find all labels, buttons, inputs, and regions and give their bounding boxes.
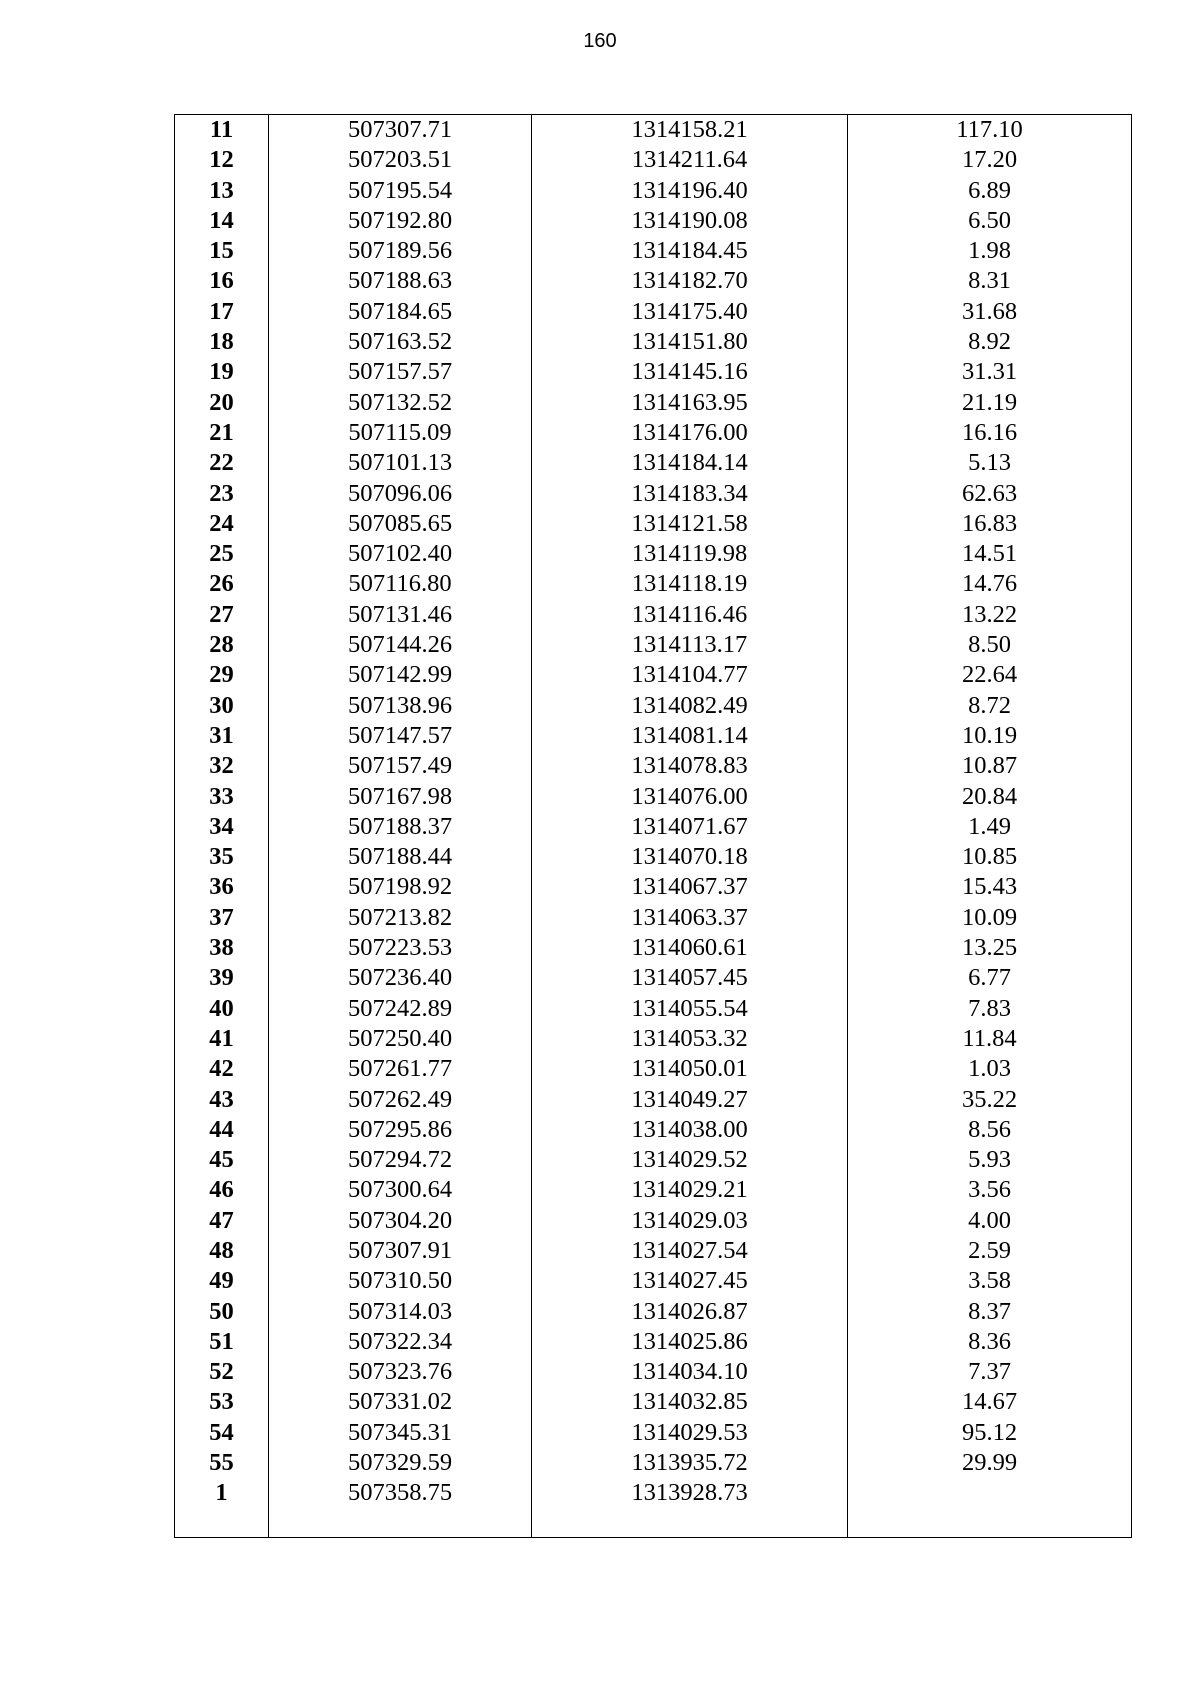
table-row bbox=[175, 1024, 1132, 1054]
x-coordinate-cell: 507096.06 bbox=[269, 479, 532, 509]
segment-length-cell: 4.00 bbox=[848, 1206, 1132, 1236]
segment-length-cell: 29.99 bbox=[848, 1448, 1132, 1478]
table-row bbox=[175, 600, 1132, 630]
x-coordinate-cell: 507188.63 bbox=[269, 266, 532, 296]
x-coordinate-cell: 507144.26 bbox=[269, 630, 532, 660]
segment-length-cell: 7.37 bbox=[848, 1357, 1132, 1387]
point-number-cell: 32 bbox=[175, 751, 269, 781]
segment-length-cell: 14.76 bbox=[848, 569, 1132, 599]
segment-length-cell: 5.13 bbox=[848, 448, 1132, 478]
point-number-cell: 17 bbox=[175, 297, 269, 327]
y-coordinate-cell: 1314076.00 bbox=[532, 782, 848, 812]
x-coordinate-cell: 507262.49 bbox=[269, 1085, 532, 1115]
y-coordinate-cell: 1314070.18 bbox=[532, 842, 848, 872]
y-coordinate-cell: 1314119.98 bbox=[532, 539, 848, 569]
segment-length-cell: 1.49 bbox=[848, 812, 1132, 842]
y-coordinate-cell: 1314053.32 bbox=[532, 1024, 848, 1054]
segment-length-cell: 95.12 bbox=[848, 1418, 1132, 1448]
x-coordinate-cell: 507304.20 bbox=[269, 1206, 532, 1236]
table-row bbox=[175, 297, 1132, 327]
x-coordinate-cell: 507195.54 bbox=[269, 176, 532, 206]
y-coordinate-cell: 1314060.61 bbox=[532, 933, 848, 963]
point-number-cell: 53 bbox=[175, 1387, 269, 1417]
segment-length-cell: 6.50 bbox=[848, 206, 1132, 236]
table-row bbox=[175, 842, 1132, 872]
x-coordinate-cell: 507322.34 bbox=[269, 1327, 532, 1357]
y-coordinate-cell: 1314121.58 bbox=[532, 509, 848, 539]
table-row bbox=[175, 1387, 1132, 1417]
point-number-cell: 43 bbox=[175, 1085, 269, 1115]
point-number-cell: 48 bbox=[175, 1236, 269, 1266]
segment-length-cell: 11.84 bbox=[848, 1024, 1132, 1054]
table-row bbox=[175, 1145, 1132, 1175]
y-coordinate-cell: 1314163.95 bbox=[532, 388, 848, 418]
segment-length-cell: 10.09 bbox=[848, 903, 1132, 933]
x-coordinate-cell: 507192.80 bbox=[269, 206, 532, 236]
table-row bbox=[175, 145, 1132, 175]
y-coordinate-cell: 1314196.40 bbox=[532, 176, 848, 206]
y-coordinate-cell: 1314055.54 bbox=[532, 994, 848, 1024]
x-coordinate-cell: 507223.53 bbox=[269, 933, 532, 963]
segment-length-cell: 3.58 bbox=[848, 1266, 1132, 1296]
segment-length-cell: 35.22 bbox=[848, 1085, 1132, 1115]
y-coordinate-cell: 1313928.73 bbox=[532, 1478, 848, 1508]
point-number-cell: 54 bbox=[175, 1418, 269, 1448]
table-row bbox=[175, 1357, 1132, 1387]
y-coordinate-cell: 1314027.54 bbox=[532, 1236, 848, 1266]
x-coordinate-cell: 507138.96 bbox=[269, 691, 532, 721]
point-number-cell: 55 bbox=[175, 1448, 269, 1478]
point-number-cell: 39 bbox=[175, 963, 269, 993]
point-number-cell: 40 bbox=[175, 994, 269, 1024]
y-coordinate-cell: 1314184.14 bbox=[532, 448, 848, 478]
spacer-cell bbox=[532, 1509, 848, 1538]
segment-length-cell: 8.72 bbox=[848, 691, 1132, 721]
segment-length-cell: 117.10 bbox=[848, 115, 1132, 146]
segment-length-cell: 8.50 bbox=[848, 630, 1132, 660]
table-row bbox=[175, 1175, 1132, 1205]
table-row bbox=[175, 418, 1132, 448]
y-coordinate-cell: 1314067.37 bbox=[532, 872, 848, 902]
table-row bbox=[175, 327, 1132, 357]
table-row bbox=[175, 1448, 1132, 1478]
y-coordinate-cell: 1314211.64 bbox=[532, 145, 848, 175]
point-number-cell: 16 bbox=[175, 266, 269, 296]
table-row bbox=[175, 539, 1132, 569]
spacer-cell bbox=[848, 1509, 1132, 1538]
y-coordinate-cell: 1314182.70 bbox=[532, 266, 848, 296]
point-number-cell: 38 bbox=[175, 933, 269, 963]
y-coordinate-cell: 1314029.21 bbox=[532, 1175, 848, 1205]
x-coordinate-cell: 507323.76 bbox=[269, 1357, 532, 1387]
table-row bbox=[175, 1206, 1132, 1236]
point-number-cell: 26 bbox=[175, 569, 269, 599]
table-row bbox=[175, 1266, 1132, 1296]
x-coordinate-cell: 507203.51 bbox=[269, 145, 532, 175]
point-number-cell: 25 bbox=[175, 539, 269, 569]
segment-length-cell: 6.89 bbox=[848, 176, 1132, 206]
segment-length-cell: 13.22 bbox=[848, 600, 1132, 630]
table-row bbox=[175, 963, 1132, 993]
x-coordinate-cell: 507188.44 bbox=[269, 842, 532, 872]
segment-length-cell bbox=[848, 1478, 1132, 1508]
point-number-cell: 35 bbox=[175, 842, 269, 872]
table-row bbox=[175, 903, 1132, 933]
x-coordinate-cell: 507236.40 bbox=[269, 963, 532, 993]
segment-length-cell: 1.98 bbox=[848, 236, 1132, 266]
x-coordinate-cell: 507261.77 bbox=[269, 1054, 532, 1084]
coordinates-table-body bbox=[175, 115, 1132, 1538]
x-coordinate-cell: 507157.49 bbox=[269, 751, 532, 781]
point-number-cell: 46 bbox=[175, 1175, 269, 1205]
y-coordinate-cell: 1314034.10 bbox=[532, 1357, 848, 1387]
segment-length-cell: 8.56 bbox=[848, 1115, 1132, 1145]
y-coordinate-cell: 1314029.52 bbox=[532, 1145, 848, 1175]
table-row bbox=[175, 1327, 1132, 1357]
x-coordinate-cell: 507358.75 bbox=[269, 1478, 532, 1508]
y-coordinate-cell: 1314078.83 bbox=[532, 751, 848, 781]
table-row bbox=[175, 448, 1132, 478]
x-coordinate-cell: 507307.91 bbox=[269, 1236, 532, 1266]
x-coordinate-cell: 507242.89 bbox=[269, 994, 532, 1024]
table-row bbox=[175, 1054, 1132, 1084]
x-coordinate-cell: 507329.59 bbox=[269, 1448, 532, 1478]
point-number-cell: 31 bbox=[175, 721, 269, 751]
table-row bbox=[175, 1297, 1132, 1327]
point-number-cell: 13 bbox=[175, 176, 269, 206]
y-coordinate-cell: 1314183.34 bbox=[532, 479, 848, 509]
table-row bbox=[175, 479, 1132, 509]
segment-length-cell: 1.03 bbox=[848, 1054, 1132, 1084]
segment-length-cell: 6.77 bbox=[848, 963, 1132, 993]
segment-length-cell: 21.19 bbox=[848, 388, 1132, 418]
y-coordinate-cell: 1314175.40 bbox=[532, 297, 848, 327]
table-row bbox=[175, 206, 1132, 236]
table-row bbox=[175, 933, 1132, 963]
y-coordinate-cell: 1314038.00 bbox=[532, 1115, 848, 1145]
x-coordinate-cell: 507157.57 bbox=[269, 357, 532, 387]
point-number-cell: 24 bbox=[175, 509, 269, 539]
segment-length-cell: 13.25 bbox=[848, 933, 1132, 963]
table-row bbox=[175, 1418, 1132, 1448]
y-coordinate-cell: 1314081.14 bbox=[532, 721, 848, 751]
y-coordinate-cell: 1314050.01 bbox=[532, 1054, 848, 1084]
y-coordinate-cell: 1314025.86 bbox=[532, 1327, 848, 1357]
segment-length-cell: 5.93 bbox=[848, 1145, 1132, 1175]
point-number-cell: 33 bbox=[175, 782, 269, 812]
x-coordinate-cell: 507163.52 bbox=[269, 327, 532, 357]
y-coordinate-cell: 1314027.45 bbox=[532, 1266, 848, 1296]
point-number-cell: 37 bbox=[175, 903, 269, 933]
y-coordinate-cell: 1314057.45 bbox=[532, 963, 848, 993]
x-coordinate-cell: 507101.13 bbox=[269, 448, 532, 478]
spacer-cell bbox=[269, 1509, 532, 1538]
point-number-cell: 47 bbox=[175, 1206, 269, 1236]
x-coordinate-cell: 507115.09 bbox=[269, 418, 532, 448]
point-number-cell: 20 bbox=[175, 388, 269, 418]
segment-length-cell: 16.16 bbox=[848, 418, 1132, 448]
x-coordinate-cell: 507310.50 bbox=[269, 1266, 532, 1296]
y-coordinate-cell: 1314104.77 bbox=[532, 660, 848, 690]
table-row bbox=[175, 1115, 1132, 1145]
point-number-cell: 36 bbox=[175, 872, 269, 902]
y-coordinate-cell: 1314071.67 bbox=[532, 812, 848, 842]
segment-length-cell: 8.92 bbox=[848, 327, 1132, 357]
segment-length-cell: 10.87 bbox=[848, 751, 1132, 781]
segment-length-cell: 62.63 bbox=[848, 479, 1132, 509]
y-coordinate-cell: 1314063.37 bbox=[532, 903, 848, 933]
table-row bbox=[175, 782, 1132, 812]
point-number-cell: 22 bbox=[175, 448, 269, 478]
table-bottom-spacer bbox=[175, 1509, 1132, 1538]
y-coordinate-cell: 1314049.27 bbox=[532, 1085, 848, 1115]
segment-length-cell: 17.20 bbox=[848, 145, 1132, 175]
y-coordinate-cell: 1313935.72 bbox=[532, 1448, 848, 1478]
spacer-cell bbox=[175, 1509, 269, 1538]
x-coordinate-cell: 507132.52 bbox=[269, 388, 532, 418]
y-coordinate-cell: 1314176.00 bbox=[532, 418, 848, 448]
y-coordinate-cell: 1314158.21 bbox=[532, 115, 848, 146]
x-coordinate-cell: 507198.92 bbox=[269, 872, 532, 902]
table-row bbox=[175, 751, 1132, 781]
table-row bbox=[175, 660, 1132, 690]
point-number-cell: 45 bbox=[175, 1145, 269, 1175]
table-row bbox=[175, 994, 1132, 1024]
table-row bbox=[175, 1085, 1132, 1115]
coordinates-table bbox=[174, 114, 1132, 1538]
x-coordinate-cell: 507307.71 bbox=[269, 115, 532, 146]
x-coordinate-cell: 507295.86 bbox=[269, 1115, 532, 1145]
x-coordinate-cell: 507131.46 bbox=[269, 600, 532, 630]
y-coordinate-cell: 1314113.17 bbox=[532, 630, 848, 660]
x-coordinate-cell: 507294.72 bbox=[269, 1145, 532, 1175]
y-coordinate-cell: 1314032.85 bbox=[532, 1387, 848, 1417]
segment-length-cell: 31.68 bbox=[848, 297, 1132, 327]
point-number-cell: 18 bbox=[175, 327, 269, 357]
segment-length-cell: 8.36 bbox=[848, 1327, 1132, 1357]
x-coordinate-cell: 507300.64 bbox=[269, 1175, 532, 1205]
y-coordinate-cell: 1314026.87 bbox=[532, 1297, 848, 1327]
segment-length-cell: 7.83 bbox=[848, 994, 1132, 1024]
x-coordinate-cell: 507189.56 bbox=[269, 236, 532, 266]
table-row bbox=[175, 1478, 1132, 1508]
table-row bbox=[175, 569, 1132, 599]
point-number-cell: 49 bbox=[175, 1266, 269, 1296]
table-row bbox=[175, 357, 1132, 387]
point-number-cell: 19 bbox=[175, 357, 269, 387]
x-coordinate-cell: 507250.40 bbox=[269, 1024, 532, 1054]
table-row bbox=[175, 872, 1132, 902]
point-number-cell: 21 bbox=[175, 418, 269, 448]
y-coordinate-cell: 1314029.53 bbox=[532, 1418, 848, 1448]
point-number-cell: 23 bbox=[175, 479, 269, 509]
y-coordinate-cell: 1314184.45 bbox=[532, 236, 848, 266]
point-number-cell: 52 bbox=[175, 1357, 269, 1387]
point-number-cell: 14 bbox=[175, 206, 269, 236]
segment-length-cell: 3.56 bbox=[848, 1175, 1132, 1205]
segment-length-cell: 31.31 bbox=[848, 357, 1132, 387]
point-number-cell: 12 bbox=[175, 145, 269, 175]
segment-length-cell: 22.64 bbox=[848, 660, 1132, 690]
table-row bbox=[175, 236, 1132, 266]
y-coordinate-cell: 1314118.19 bbox=[532, 569, 848, 599]
page-number: 160 bbox=[583, 30, 617, 52]
point-number-cell: 11 bbox=[175, 115, 269, 146]
x-coordinate-cell: 507213.82 bbox=[269, 903, 532, 933]
x-coordinate-cell: 507331.02 bbox=[269, 1387, 532, 1417]
point-number-cell: 34 bbox=[175, 812, 269, 842]
table-row bbox=[175, 691, 1132, 721]
table-row bbox=[175, 266, 1132, 296]
point-number-cell: 15 bbox=[175, 236, 269, 266]
table-row bbox=[175, 630, 1132, 660]
point-number-cell: 1 bbox=[175, 1478, 269, 1508]
segment-length-cell: 10.19 bbox=[848, 721, 1132, 751]
segment-length-cell: 8.37 bbox=[848, 1297, 1132, 1327]
point-number-cell: 41 bbox=[175, 1024, 269, 1054]
point-number-cell: 28 bbox=[175, 630, 269, 660]
point-number-cell: 42 bbox=[175, 1054, 269, 1084]
table-row bbox=[175, 812, 1132, 842]
segment-length-cell: 14.67 bbox=[848, 1387, 1132, 1417]
x-coordinate-cell: 507314.03 bbox=[269, 1297, 532, 1327]
x-coordinate-cell: 507188.37 bbox=[269, 812, 532, 842]
y-coordinate-cell: 1314082.49 bbox=[532, 691, 848, 721]
table-row bbox=[175, 721, 1132, 751]
table-row bbox=[175, 388, 1132, 418]
table-row bbox=[175, 509, 1132, 539]
point-number-cell: 44 bbox=[175, 1115, 269, 1145]
table-row bbox=[175, 115, 1132, 146]
segment-length-cell: 14.51 bbox=[848, 539, 1132, 569]
segment-length-cell: 20.84 bbox=[848, 782, 1132, 812]
x-coordinate-cell: 507167.98 bbox=[269, 782, 532, 812]
table-row bbox=[175, 1236, 1132, 1266]
y-coordinate-cell: 1314029.03 bbox=[532, 1206, 848, 1236]
y-coordinate-cell: 1314116.46 bbox=[532, 600, 848, 630]
segment-length-cell: 16.83 bbox=[848, 509, 1132, 539]
x-coordinate-cell: 507142.99 bbox=[269, 660, 532, 690]
y-coordinate-cell: 1314190.08 bbox=[532, 206, 848, 236]
point-number-cell: 50 bbox=[175, 1297, 269, 1327]
point-number-cell: 29 bbox=[175, 660, 269, 690]
x-coordinate-cell: 507085.65 bbox=[269, 509, 532, 539]
segment-length-cell: 8.31 bbox=[848, 266, 1132, 296]
segment-length-cell: 10.85 bbox=[848, 842, 1132, 872]
x-coordinate-cell: 507147.57 bbox=[269, 721, 532, 751]
point-number-cell: 51 bbox=[175, 1327, 269, 1357]
x-coordinate-cell: 507184.65 bbox=[269, 297, 532, 327]
point-number-cell: 27 bbox=[175, 600, 269, 630]
table-row bbox=[175, 176, 1132, 206]
x-coordinate-cell: 507345.31 bbox=[269, 1418, 532, 1448]
x-coordinate-cell: 507102.40 bbox=[269, 539, 532, 569]
point-number-cell: 30 bbox=[175, 691, 269, 721]
x-coordinate-cell: 507116.80 bbox=[269, 569, 532, 599]
segment-length-cell: 2.59 bbox=[848, 1236, 1132, 1266]
y-coordinate-cell: 1314151.80 bbox=[532, 327, 848, 357]
y-coordinate-cell: 1314145.16 bbox=[532, 357, 848, 387]
segment-length-cell: 15.43 bbox=[848, 872, 1132, 902]
